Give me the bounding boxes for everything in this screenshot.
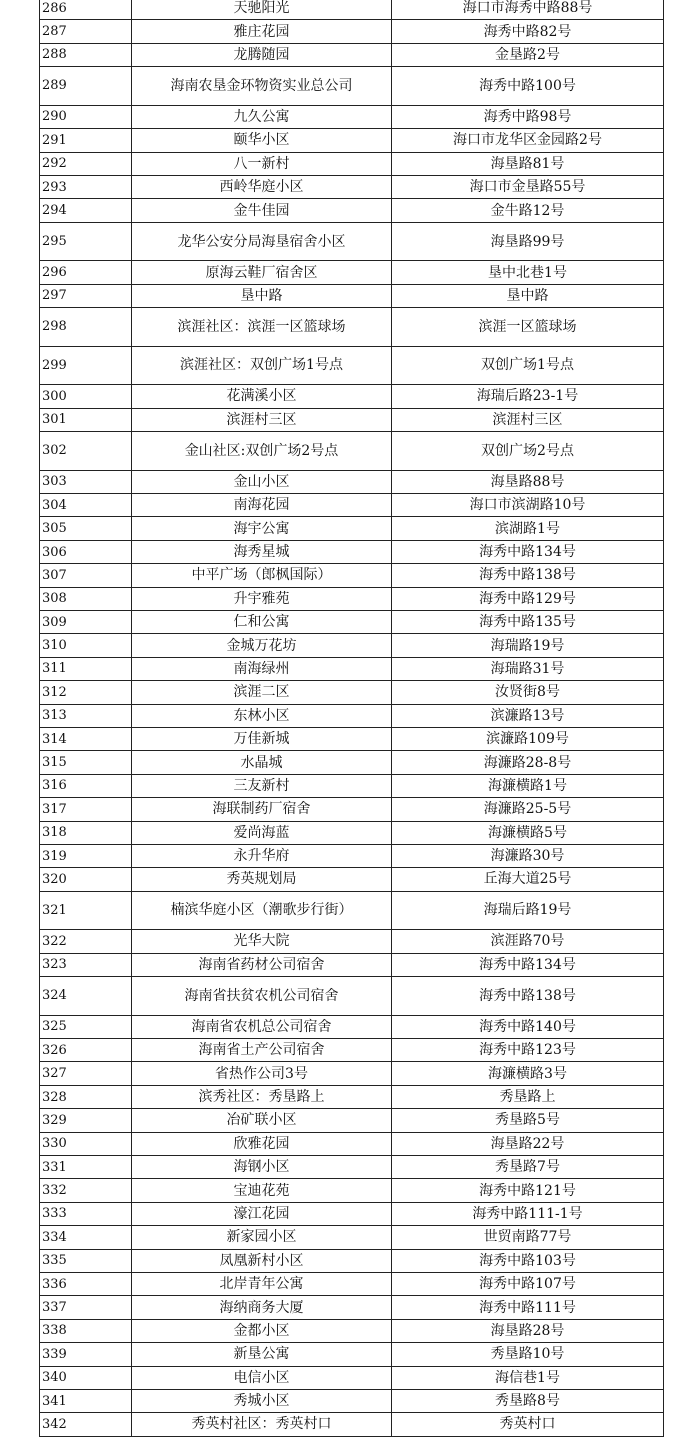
site-name: 龙腾随园 xyxy=(132,43,392,66)
site-address: 海口市滨湖路10号 xyxy=(392,494,664,517)
table-row xyxy=(40,1085,664,1108)
row-number: 318 xyxy=(40,821,132,844)
table-row xyxy=(40,564,664,587)
site-name: 金城万花坊 xyxy=(132,634,392,657)
table-row xyxy=(40,308,664,347)
table-row xyxy=(40,517,664,540)
table-row xyxy=(40,1132,664,1155)
site-name: 滨涯社区：滨涯一区篮球场 xyxy=(132,308,392,347)
site-name: 光华大院 xyxy=(132,930,392,953)
site-address: 海濂横路5号 xyxy=(392,821,664,844)
site-address: 海口市龙华区金园路2号 xyxy=(392,129,664,152)
row-number: 300 xyxy=(40,385,132,408)
site-name: 秀英规划局 xyxy=(132,868,392,891)
table-row xyxy=(40,67,664,106)
table-row xyxy=(40,1319,664,1342)
site-name: 冶矿联小区 xyxy=(132,1109,392,1132)
table-row xyxy=(40,977,664,1016)
table-row xyxy=(40,1015,664,1038)
row-number: 321 xyxy=(40,891,132,930)
site-address: 滨湖路1号 xyxy=(392,517,664,540)
table-row xyxy=(40,43,664,66)
site-name: 三友新村 xyxy=(132,774,392,797)
table-row xyxy=(40,751,664,774)
site-address: 汝贤街8号 xyxy=(392,681,664,704)
site-name: 海南农垦金环物资实业总公司 xyxy=(132,67,392,106)
site-name: 海宇公寓 xyxy=(132,517,392,540)
row-number: 337 xyxy=(40,1296,132,1319)
row-number: 313 xyxy=(40,704,132,727)
site-name: 金山社区:双创广场2号点 xyxy=(132,432,392,471)
site-name: 南海绿州 xyxy=(132,657,392,680)
table-row xyxy=(40,1109,664,1132)
table-row xyxy=(40,953,664,976)
site-name: 中平广场（郎枫国际） xyxy=(132,564,392,587)
site-address: 滨濂路109号 xyxy=(392,727,664,750)
site-name: 海南省扶贫农机公司宿舍 xyxy=(132,977,392,1016)
table-row xyxy=(40,20,664,43)
row-number: 297 xyxy=(40,284,132,307)
table-row xyxy=(40,1272,664,1295)
row-number: 298 xyxy=(40,308,132,347)
table-row xyxy=(40,798,664,821)
row-number: 299 xyxy=(40,346,132,385)
row-number: 323 xyxy=(40,953,132,976)
table-row xyxy=(40,1039,664,1062)
site-name: 秀英村社区：秀英村口 xyxy=(132,1413,392,1436)
table-row xyxy=(40,105,664,128)
table-row xyxy=(40,634,664,657)
table-row xyxy=(40,1202,664,1225)
address-table-body xyxy=(40,0,664,1436)
site-address: 秀垦路8号 xyxy=(392,1389,664,1412)
site-address: 海秀中路107号 xyxy=(392,1272,664,1295)
site-name: 滨涯社区：双创广场1号点 xyxy=(132,346,392,385)
site-address: 海秀中路138号 xyxy=(392,977,664,1016)
site-address: 丘海大道25号 xyxy=(392,868,664,891)
site-name: 天驰阳光 xyxy=(132,0,392,20)
row-number: 327 xyxy=(40,1062,132,1085)
row-number: 303 xyxy=(40,470,132,493)
site-name: 电信小区 xyxy=(132,1366,392,1389)
site-name: 楠滨华庭小区（潮歌步行街） xyxy=(132,891,392,930)
site-address: 垦中路 xyxy=(392,284,664,307)
site-address: 海秀中路134号 xyxy=(392,540,664,563)
row-number: 317 xyxy=(40,798,132,821)
table-row xyxy=(40,1226,664,1249)
site-address: 海秀中路111-1号 xyxy=(392,1202,664,1225)
site-name: 海南省农机总公司宿舍 xyxy=(132,1015,392,1038)
site-address: 海信巷1号 xyxy=(392,1366,664,1389)
table-row xyxy=(40,261,664,284)
row-number: 295 xyxy=(40,222,132,261)
row-number: 340 xyxy=(40,1366,132,1389)
table-row xyxy=(40,587,664,610)
site-name: 万佳新城 xyxy=(132,727,392,750)
site-name: 滨秀社区：秀垦路上 xyxy=(132,1085,392,1108)
row-number: 319 xyxy=(40,844,132,867)
row-number: 328 xyxy=(40,1085,132,1108)
row-number: 306 xyxy=(40,540,132,563)
row-number: 290 xyxy=(40,105,132,128)
row-number: 311 xyxy=(40,657,132,680)
table-row xyxy=(40,657,664,680)
table-row xyxy=(40,408,664,431)
site-address: 海濂横路3号 xyxy=(392,1062,664,1085)
table-row xyxy=(40,175,664,198)
site-name: 永升华府 xyxy=(132,844,392,867)
row-number: 304 xyxy=(40,494,132,517)
row-number: 329 xyxy=(40,1109,132,1132)
site-address: 金垦路2号 xyxy=(392,43,664,66)
row-number: 310 xyxy=(40,634,132,657)
site-name: 花满溪小区 xyxy=(132,385,392,408)
row-number: 294 xyxy=(40,199,132,222)
row-number: 286 xyxy=(40,0,132,20)
table-row xyxy=(40,432,664,471)
row-number: 341 xyxy=(40,1389,132,1412)
row-number: 305 xyxy=(40,517,132,540)
row-number: 326 xyxy=(40,1039,132,1062)
table-row xyxy=(40,222,664,261)
row-number: 338 xyxy=(40,1319,132,1342)
site-address: 海垦路28号 xyxy=(392,1319,664,1342)
table-row xyxy=(40,727,664,750)
site-address: 海秀中路98号 xyxy=(392,105,664,128)
site-address: 海口市海秀中路88号 xyxy=(392,0,664,20)
table-row xyxy=(40,494,664,517)
site-address: 海秀中路138号 xyxy=(392,564,664,587)
table-row xyxy=(40,704,664,727)
site-address: 海垦路81号 xyxy=(392,152,664,175)
table-row xyxy=(40,540,664,563)
site-name: 新垦公寓 xyxy=(132,1343,392,1366)
table-row xyxy=(40,1062,664,1085)
site-address: 秀垦路5号 xyxy=(392,1109,664,1132)
table-row xyxy=(40,1343,664,1366)
row-number: 293 xyxy=(40,175,132,198)
site-address: 金牛路12号 xyxy=(392,199,664,222)
site-name: 水晶城 xyxy=(132,751,392,774)
site-name: 爱尚海蓝 xyxy=(132,821,392,844)
site-name: 龙华公安分局海垦宿舍小区 xyxy=(132,222,392,261)
table-row xyxy=(40,1366,664,1389)
table-row xyxy=(40,844,664,867)
site-address: 海秀中路123号 xyxy=(392,1039,664,1062)
row-number: 287 xyxy=(40,20,132,43)
table-row xyxy=(40,385,664,408)
row-number: 296 xyxy=(40,261,132,284)
table-row xyxy=(40,284,664,307)
table-row xyxy=(40,681,664,704)
table-row xyxy=(40,611,664,634)
site-name: 秀城小区 xyxy=(132,1389,392,1412)
row-number: 324 xyxy=(40,977,132,1016)
table-row xyxy=(40,0,664,20)
site-name: 海纳商务大厦 xyxy=(132,1296,392,1319)
table-row xyxy=(40,1249,664,1272)
site-address: 海瑞后路19号 xyxy=(392,891,664,930)
table-row xyxy=(40,891,664,930)
table-row xyxy=(40,1296,664,1319)
site-address: 海垦路22号 xyxy=(392,1132,664,1155)
table-row xyxy=(40,1413,664,1436)
site-address: 世贸南路77号 xyxy=(392,1226,664,1249)
row-number: 334 xyxy=(40,1226,132,1249)
site-address: 滨涯路70号 xyxy=(392,930,664,953)
site-name: 凤凰新村小区 xyxy=(132,1249,392,1272)
site-name: 濠江花园 xyxy=(132,1202,392,1225)
site-address: 秀垦路上 xyxy=(392,1085,664,1108)
site-name: 滨涯村三区 xyxy=(132,408,392,431)
row-number: 291 xyxy=(40,129,132,152)
site-address: 双创广场1号点 xyxy=(392,346,664,385)
table-row xyxy=(40,1179,664,1202)
site-address: 海秀中路100号 xyxy=(392,67,664,106)
row-number: 288 xyxy=(40,43,132,66)
row-number: 307 xyxy=(40,564,132,587)
row-number: 309 xyxy=(40,611,132,634)
site-name: 东林小区 xyxy=(132,704,392,727)
site-name: 八一新村 xyxy=(132,152,392,175)
row-number: 325 xyxy=(40,1015,132,1038)
table-row xyxy=(40,774,664,797)
site-name: 升宇雅苑 xyxy=(132,587,392,610)
table-row xyxy=(40,470,664,493)
row-number: 322 xyxy=(40,930,132,953)
site-name: 海秀星城 xyxy=(132,540,392,563)
site-name: 北岸青年公寓 xyxy=(132,1272,392,1295)
site-address: 海秀中路82号 xyxy=(392,20,664,43)
site-name: 金都小区 xyxy=(132,1319,392,1342)
site-name: 仁和公寓 xyxy=(132,611,392,634)
site-name: 垦中路 xyxy=(132,284,392,307)
table-row xyxy=(40,152,664,175)
site-address: 滨涯一区篮球场 xyxy=(392,308,664,347)
site-address: 海秀中路129号 xyxy=(392,587,664,610)
site-name: 宝迪花苑 xyxy=(132,1179,392,1202)
row-number: 302 xyxy=(40,432,132,471)
row-number: 316 xyxy=(40,774,132,797)
site-address: 秀垦路10号 xyxy=(392,1343,664,1366)
site-address: 海秀中路135号 xyxy=(392,611,664,634)
site-name: 海钢小区 xyxy=(132,1156,392,1179)
table-row xyxy=(40,346,664,385)
site-name: 雅庄花园 xyxy=(132,20,392,43)
site-name: 金山小区 xyxy=(132,470,392,493)
row-number: 320 xyxy=(40,868,132,891)
site-name: 海联制药厂宿舍 xyxy=(132,798,392,821)
site-address: 滨濂路13号 xyxy=(392,704,664,727)
site-address: 海瑞路19号 xyxy=(392,634,664,657)
site-address: 海秀中路111号 xyxy=(392,1296,664,1319)
table-row xyxy=(40,129,664,152)
site-address: 海濂路25-5号 xyxy=(392,798,664,821)
row-number: 333 xyxy=(40,1202,132,1225)
site-name: 海南省药材公司宿舍 xyxy=(132,953,392,976)
row-number: 336 xyxy=(40,1272,132,1295)
site-address: 双创广场2号点 xyxy=(392,432,664,471)
row-number: 331 xyxy=(40,1156,132,1179)
site-name: 西岭华庭小区 xyxy=(132,175,392,198)
row-number: 301 xyxy=(40,408,132,431)
table-row xyxy=(40,930,664,953)
site-address: 滨涯村三区 xyxy=(392,408,664,431)
site-address: 海秀中路121号 xyxy=(392,1179,664,1202)
site-address: 秀垦路7号 xyxy=(392,1156,664,1179)
site-name: 滨涯二区 xyxy=(132,681,392,704)
row-number: 289 xyxy=(40,67,132,106)
site-name: 颐华小区 xyxy=(132,129,392,152)
site-name: 九久公寓 xyxy=(132,105,392,128)
row-number: 335 xyxy=(40,1249,132,1272)
table-row xyxy=(40,821,664,844)
table-row xyxy=(40,199,664,222)
row-number: 342 xyxy=(40,1413,132,1436)
site-name: 原海云鞋厂宿舍区 xyxy=(132,261,392,284)
table-row xyxy=(40,1389,664,1412)
site-name: 新家园小区 xyxy=(132,1226,392,1249)
row-number: 339 xyxy=(40,1343,132,1366)
row-number: 308 xyxy=(40,587,132,610)
row-number: 292 xyxy=(40,152,132,175)
site-address: 海秀中路140号 xyxy=(392,1015,664,1038)
address-table xyxy=(39,0,664,1437)
site-address: 海瑞后路23-1号 xyxy=(392,385,664,408)
row-number: 332 xyxy=(40,1179,132,1202)
site-name: 南海花园 xyxy=(132,494,392,517)
site-address: 海垦路88号 xyxy=(392,470,664,493)
row-number: 330 xyxy=(40,1132,132,1155)
site-address: 垦中北巷1号 xyxy=(392,261,664,284)
row-number: 312 xyxy=(40,681,132,704)
site-name: 省热作公司3号 xyxy=(132,1062,392,1085)
site-address: 海垦路99号 xyxy=(392,222,664,261)
site-address: 海秀中路103号 xyxy=(392,1249,664,1272)
site-address: 海秀中路134号 xyxy=(392,953,664,976)
row-number: 315 xyxy=(40,751,132,774)
site-address: 海口市金垦路55号 xyxy=(392,175,664,198)
site-address: 海瑞路31号 xyxy=(392,657,664,680)
site-address: 秀英村口 xyxy=(392,1413,664,1436)
site-address: 海濂横路1号 xyxy=(392,774,664,797)
site-name: 海南省土产公司宿舍 xyxy=(132,1039,392,1062)
site-address: 海濂路30号 xyxy=(392,844,664,867)
site-address: 海濂路28-8号 xyxy=(392,751,664,774)
site-name: 欣雅花园 xyxy=(132,1132,392,1155)
table-row xyxy=(40,868,664,891)
table-row xyxy=(40,1156,664,1179)
site-name: 金牛佳园 xyxy=(132,199,392,222)
row-number: 314 xyxy=(40,727,132,750)
